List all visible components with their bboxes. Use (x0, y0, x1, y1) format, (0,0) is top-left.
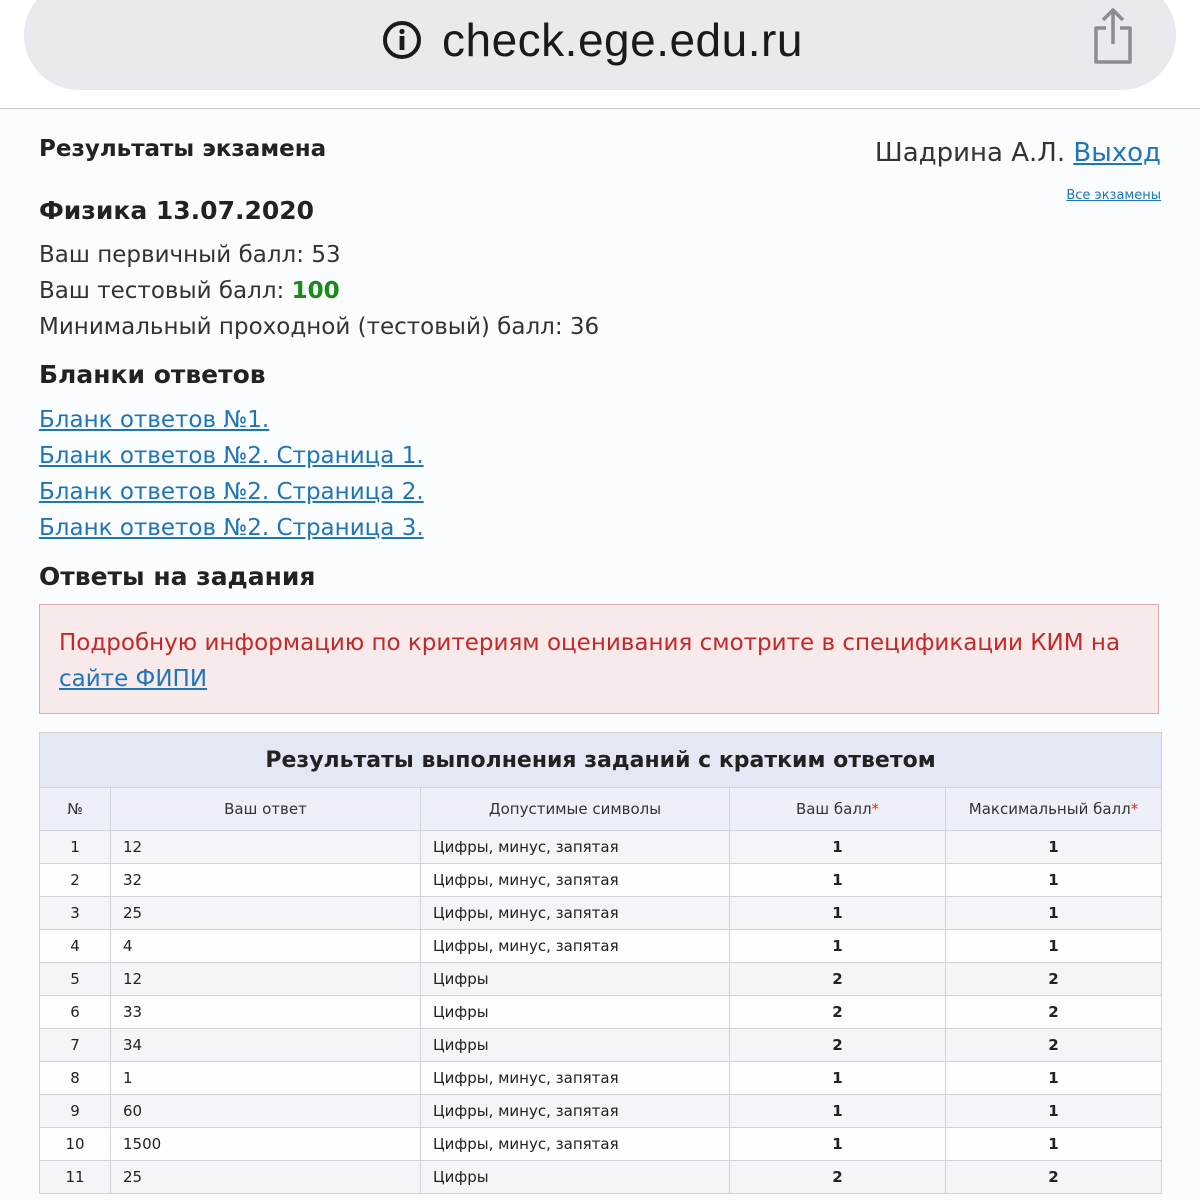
blank-link-1[interactable]: Бланк ответов №1. (39, 407, 270, 433)
primary-score-label: Ваш первичный балл: (39, 242, 312, 268)
max-score-cell: 1 (946, 1062, 1162, 1095)
table-row (40, 897, 1162, 930)
max-score-cell: 1 (946, 864, 1162, 897)
allowed-symbols-cell: Цифры (421, 996, 730, 1029)
blanks-heading: Бланки ответов (39, 360, 266, 389)
table-row (40, 1029, 1162, 1062)
task-number-cell: 6 (40, 996, 111, 1029)
task-number-cell: 1 (40, 831, 111, 864)
table-row (40, 1062, 1162, 1095)
your-score-cell: 2 (730, 963, 946, 996)
col-your-score (730, 788, 946, 831)
col-number: № (40, 788, 111, 831)
max-score-cell: 2 (946, 963, 1162, 996)
your-answer-cell: 12 (111, 831, 421, 864)
your-score-cell: 2 (730, 1161, 946, 1194)
your-answer-cell: 4 (111, 930, 421, 963)
table-caption: Результаты выполнения заданий с кратким ответом (40, 733, 1162, 788)
your-score-cell: 1 (730, 1062, 946, 1095)
max-score-cell: 1 (946, 930, 1162, 963)
task-number-cell: 11 (40, 1161, 111, 1194)
your-answer-cell: 1 (111, 1062, 421, 1095)
table-row (40, 1128, 1162, 1161)
allowed-symbols-cell: Цифры, минус, запятая (421, 897, 730, 930)
test-score-label: Ваш тестовый балл: (39, 278, 292, 304)
blank-link-2[interactable]: Бланк ответов №2. Страница 1. (39, 443, 424, 469)
table-row (40, 1095, 1162, 1128)
col-max-score-label: Максимальный балл (968, 800, 1131, 818)
logout-link[interactable]: Выход (1073, 138, 1161, 168)
task-number-cell: 8 (40, 1062, 111, 1095)
your-answer-cell: 32 (111, 864, 421, 897)
allowed-symbols-cell: Цифры, минус, запятая (421, 930, 730, 963)
col-your-answer: Ваш ответ (111, 788, 421, 831)
max-score-cell: 2 (946, 1161, 1162, 1194)
col-your-score-label: Ваш балл (795, 800, 872, 818)
your-score-cell: 2 (730, 996, 946, 1029)
your-answer-cell: 33 (111, 996, 421, 1029)
min-score-label: Минимальный проходной (тестовый) балл: (39, 314, 570, 340)
table-row (40, 963, 1162, 996)
min-score-value: 36 (569, 314, 600, 340)
allowed-symbols-cell: Цифры, минус, запятая (421, 1095, 730, 1128)
your-answer-cell: 60 (111, 1095, 421, 1128)
task-number-cell: 5 (40, 963, 111, 996)
short-answer-results-table (39, 732, 1162, 1194)
alert-message: Подробную информацию по критериям оценивания смотрите в спецификации КИМ на (59, 630, 1121, 656)
info-circle-icon[interactable] (382, 20, 422, 60)
task-number-cell: 2 (40, 864, 111, 897)
answers-heading: Ответы на задания (39, 562, 316, 591)
test-score (39, 278, 340, 304)
blank-link-3[interactable]: Бланк ответов №2. Страница 2. (39, 479, 424, 505)
your-score-cell: 1 (730, 1128, 946, 1161)
criteria-alert (39, 604, 1159, 714)
test-score-value: 100 (291, 278, 340, 304)
max-score-cell: 1 (946, 1095, 1162, 1128)
min-score (39, 314, 599, 340)
your-answer-cell: 1500 (111, 1128, 421, 1161)
your-answer-cell: 34 (111, 1029, 421, 1062)
task-number-cell: 4 (40, 930, 111, 963)
table-row (40, 996, 1162, 1029)
allowed-symbols-cell: Цифры (421, 963, 730, 996)
your-answer-cell: 12 (111, 963, 421, 996)
max-score-cell: 2 (946, 1029, 1162, 1062)
user-name: Шадрина А.Л. (874, 138, 1066, 168)
task-number-cell: 9 (40, 1095, 111, 1128)
your-answer-cell: 25 (111, 1161, 421, 1194)
col-max-score (946, 788, 1162, 831)
max-score-cell: 2 (946, 996, 1162, 1029)
your-score-cell: 1 (730, 930, 946, 963)
primary-score-value: 53 (311, 242, 341, 268)
all-exams-link[interactable]: Все экзамены (1066, 188, 1161, 203)
your-score-cell: 2 (730, 1029, 946, 1062)
primary-score (39, 242, 341, 268)
table-row (40, 831, 1162, 864)
task-number-cell: 7 (40, 1029, 111, 1062)
required-star: * (871, 800, 880, 818)
blank-link-4[interactable]: Бланк ответов №2. Страница 3. (39, 515, 424, 541)
allowed-symbols-cell: Цифры, минус, запятая (421, 864, 730, 897)
alert-text (59, 625, 1149, 697)
your-score-cell: 1 (730, 897, 946, 930)
required-star: * (1130, 800, 1139, 818)
browser-toolbar (0, 0, 1200, 109)
allowed-symbols-cell: Цифры (421, 1161, 730, 1194)
max-score-cell: 1 (946, 897, 1162, 930)
user-info (875, 138, 1161, 168)
page-title: Результаты экзамена (39, 136, 327, 162)
table-row (40, 864, 1162, 897)
allowed-symbols-cell: Цифры, минус, запятая (421, 1128, 730, 1161)
col-allowed-symbols: Допустимые символы (421, 788, 730, 831)
max-score-cell: 1 (946, 1128, 1162, 1161)
table-row (40, 930, 1162, 963)
your-score-cell: 1 (730, 1095, 946, 1128)
table-body (40, 831, 1162, 1194)
your-score-cell: 1 (730, 831, 946, 864)
fipi-link[interactable]: сайте ФИПИ (59, 666, 208, 692)
your-answer-cell: 25 (111, 897, 421, 930)
share-icon[interactable] (1088, 4, 1138, 66)
max-score-cell: 1 (946, 831, 1162, 864)
exam-title: Физика 13.07.2020 (39, 196, 315, 225)
url-text[interactable]: check.ege.edu.ru (442, 14, 803, 66)
your-score-cell: 1 (730, 864, 946, 897)
task-number-cell: 3 (40, 897, 111, 930)
allowed-symbols-cell: Цифры (421, 1029, 730, 1062)
task-number-cell: 10 (40, 1128, 111, 1161)
allowed-symbols-cell: Цифры, минус, запятая (421, 1062, 730, 1095)
allowed-symbols-cell: Цифры, минус, запятая (421, 831, 730, 864)
table-row (40, 1161, 1162, 1194)
